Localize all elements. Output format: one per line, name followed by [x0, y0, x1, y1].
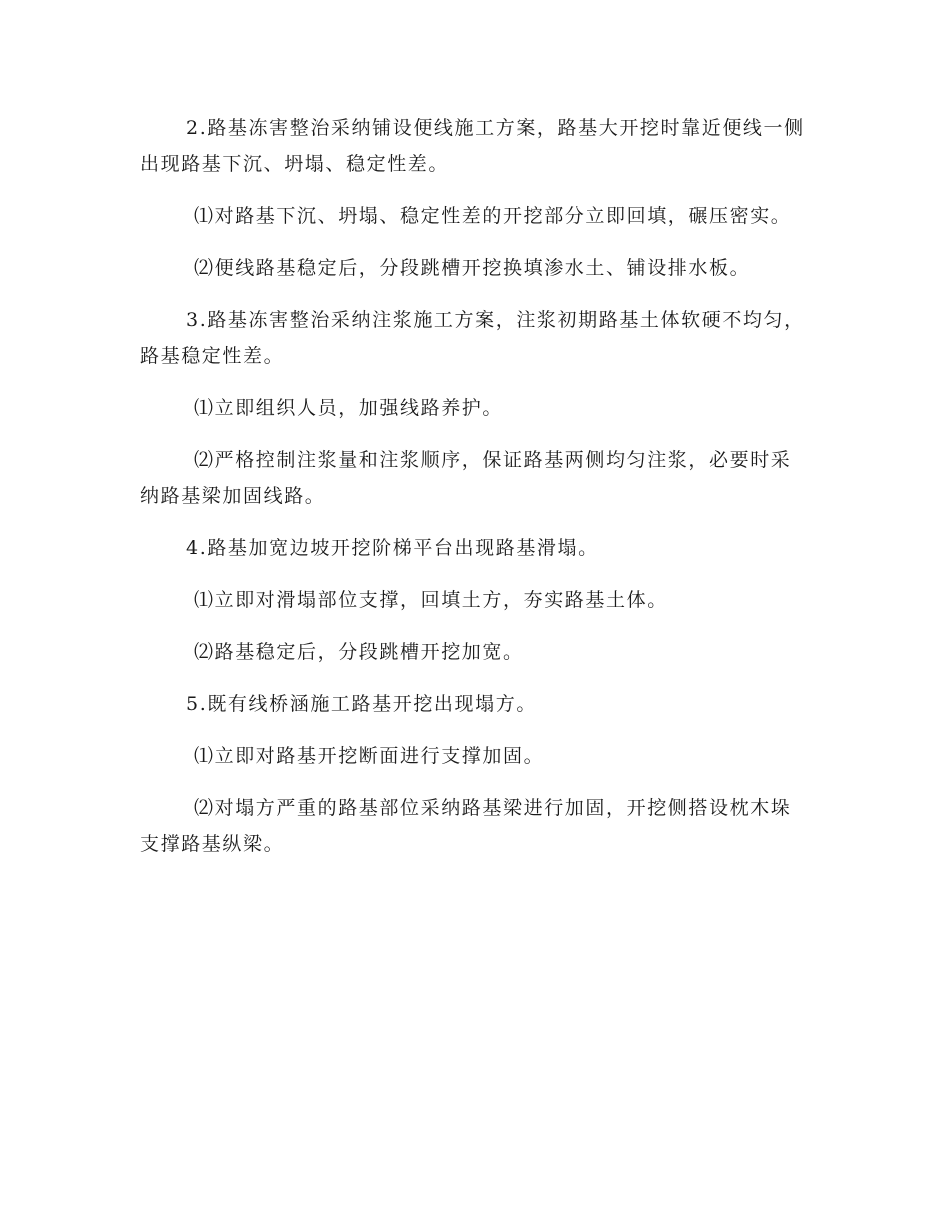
paragraph-item-4: 4.路基加宽边坡开挖阶梯平台出现路基滑塌。	[186, 537, 599, 559]
paragraph-item-2: 2.路基冻害整治采纳铺设便线施工方案，路基大开挖时靠近便线一侧出现路基下沉、坍塌、稳定性差。	[140, 117, 805, 175]
paragraph-item-3: 3.路基冻害整治采纳注浆施工方案，注浆初期路基土体软硬不均匀，路基稳定性差。	[140, 309, 805, 367]
paragraph-sub-2-2: ⑵便线路基稳定后，分段跳槽开挖换填渗水土、铺设排水板。	[194, 257, 751, 279]
paragraph-sub-4-2: ⑵路基稳定后，分段跳槽开挖加宽。	[194, 641, 524, 663]
paragraph-sub-5-2: ⑵对塌方严重的路基部位采纳路基梁进行加固，开挖侧搭设枕木垛支撑路基纵梁。	[140, 797, 792, 855]
paragraph-sub-5-1: ⑴立即对路基开挖断面进行支撑加固。	[194, 745, 545, 767]
document-body	[140, 110, 810, 862]
paragraph-item-5: 5.既有线桥涵施工路基开挖出现塌方。	[186, 693, 537, 715]
paragraph-sub-3-2: ⑵严格控制注浆量和注浆顺序，保证路基两侧均匀注浆，必要时采纳路基梁加固线路。	[140, 449, 792, 507]
paragraph-sub-2-1: ⑴对路基下沉、坍塌、稳定性差的开挖部分立即回填，碾压密实。	[194, 205, 792, 227]
paragraph-sub-3-1: ⑴立即组织人员，加强线路养护。	[194, 397, 504, 419]
paragraph-sub-4-1: ⑴立即对滑塌部位支撑，回填土方，夯实路基土体。	[194, 589, 668, 611]
